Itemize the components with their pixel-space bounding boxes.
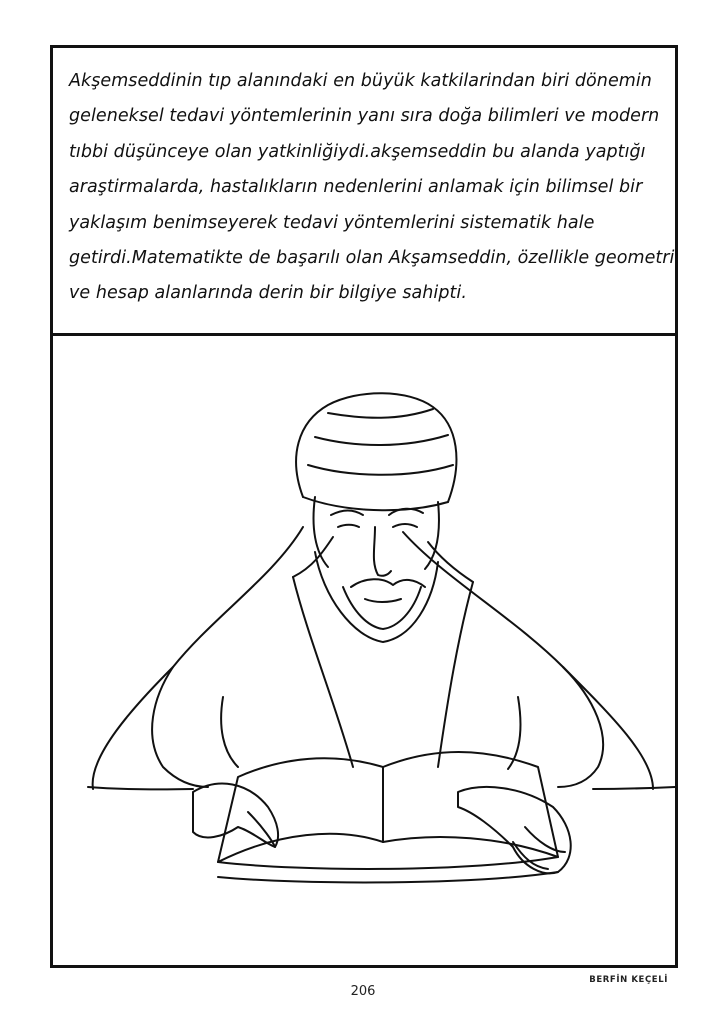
robe-collar [438,582,473,767]
panel-divider [50,333,678,336]
eye [338,525,359,527]
book-base [218,857,558,869]
robe-collar [293,577,353,767]
narration-line: getirdi.Matematikte de başarılı olan Akşamseddin, özellikle geometri [69,248,675,269]
turban-fold [308,465,453,475]
eye [393,524,417,527]
left-arm [152,667,208,787]
narration-line: araştirmalarda, hastalıkların nedenlerini anlamak için bilimsel bir [69,177,643,198]
table-edge-line [88,787,193,789]
narration-line: tıbbi düşünceye olan yatkinliğiydi.akşemseddin bu alanda yaptığı [69,141,646,162]
book-base [218,872,558,882]
beard-outline [315,552,438,642]
nose [374,527,391,576]
book-right-page [383,752,558,857]
book-left-page [218,758,383,862]
narration-line: geleneksel tedavi yöntemlerinin yanı sıra doğa bilimleri ve modern [69,106,660,127]
mouth [365,599,401,602]
narration-line: yaklaşım benimseyerek tedavi yöntemlerini sistematik hale [69,212,595,233]
page-number: 206 [350,984,376,999]
robe-outline [93,527,303,789]
scholar-reading-illustration [53,337,675,965]
author-credit: BERFİN KEÇELİ [589,975,668,985]
narration-text [69,64,675,312]
narration-line: Akşemseddinin tıp alanındaki en büyük katkilarindan biri dönemin [69,71,652,91]
face-outline [425,502,439,569]
left-hand [193,784,278,847]
robe-lapel [293,537,333,577]
turban-fold [328,409,433,418]
right-hand [458,787,571,873]
turban-band [303,497,448,510]
mustache [351,579,425,587]
table-edge-line [593,787,675,789]
eyebrow [331,511,363,516]
turban-fold [315,435,448,445]
left-arm-inner [221,697,238,767]
narration-line: ve hesap alanlarında derin bir bilgiye sahipti. [69,283,467,304]
narration-panel [53,48,675,335]
beard-shading [343,587,421,629]
